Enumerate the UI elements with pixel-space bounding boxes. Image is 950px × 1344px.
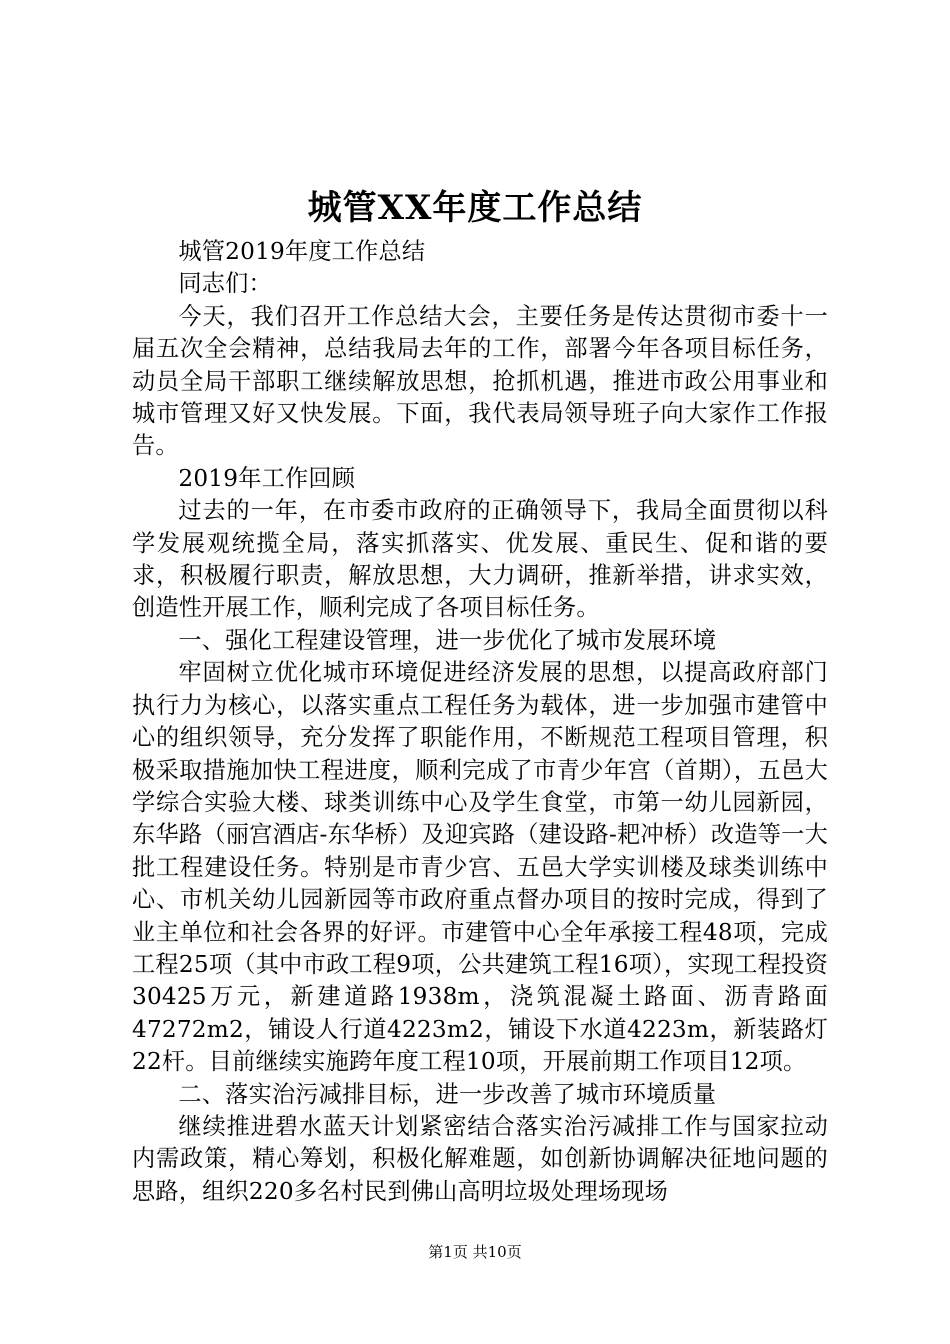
document-body — [132, 236, 828, 1208]
section-heading-review: 2019年工作回顾 — [178, 464, 356, 492]
paragraph-section-2: 继续推进碧水蓝天计划紧密结合落实治污减排工作与国家拉动内需政策，精心筹划，积极化解难题，如创新协调解决征地问题的思路，组织220多名村民到佛山高明垃圾处理场现场 — [132, 1112, 828, 1205]
section-heading-2: 二、落实治污减排目标，进一步改善了城市环境质量 — [178, 1080, 717, 1108]
paragraph-review: 过去的一年，在市委市政府的正确领导下，我局全面贯彻以科学发展观统揽全局，落实抓落实、优发展、重民生、促和谐的要求，积极履行职责，解放思想，大力调研，推新举措，讲求实效，创造性开展工作，顺利完成了各项目标任务。 — [132, 497, 828, 622]
paragraph-section-1: 牢固树立优化城市环境促进经济发展的思想，以提高政府部门执行力为核心，以落实重点工程任务为载体，进一步加强市建管中心的组织领导，充分发挥了职能作用，不断规范工程项目管理，积极采取措施加快工程进度，顺利完成了市青少年宫（首期），五邑大学综合实验大楼、球类训练中心及学生食堂，市第一幼儿园新园，东华路（丽宫酒店-东华桥）及迎宾路（建设路-耙冲桥）改造等一大批工程建设任务。特别是市青少宫、五邑大学实训楼及球类训练中心、市机关幼儿园新园等市政府重点督办项目的按时完成，得到了业主单位和社会各界的好评。市建管中心全年承接工程48项，完成工程25项（其中市政工程9项，公共建筑工程16项），实现工程投资30425万元，新建道路1938m，浇筑混凝土路面、沥青路面47272m2，铺设人行道4223m2，铺设下水道4223m，新装路灯22杆。目前继续实施跨年度工程10项，开展前期工作项目12项。 — [132, 659, 828, 1076]
section-heading-1: 一、强化工程建设管理，进一步优化了城市发展环境 — [178, 626, 717, 654]
paragraph-salutation: 同志们： — [178, 270, 272, 298]
document-title: 城管XX年度工作总结 — [307, 188, 643, 228]
page-footer — [0, 1242, 950, 1262]
page-number-label: 第1页 共10页 — [428, 1243, 522, 1261]
paragraph-intro: 今天，我们召开工作总结大会，主要任务是传达贯彻市委十一届五次全会精神，总结我局去年的工作，部署今年各项目标任务，动员全局干部职工继续解放思想，抢抓机遇，推进市政公用事业和城市管理又好又快发展。下面，我代表局领导班子向大家作工作报告。 — [132, 302, 828, 460]
paragraph-subtitle: 城管2019年度工作总结 — [178, 238, 426, 265]
